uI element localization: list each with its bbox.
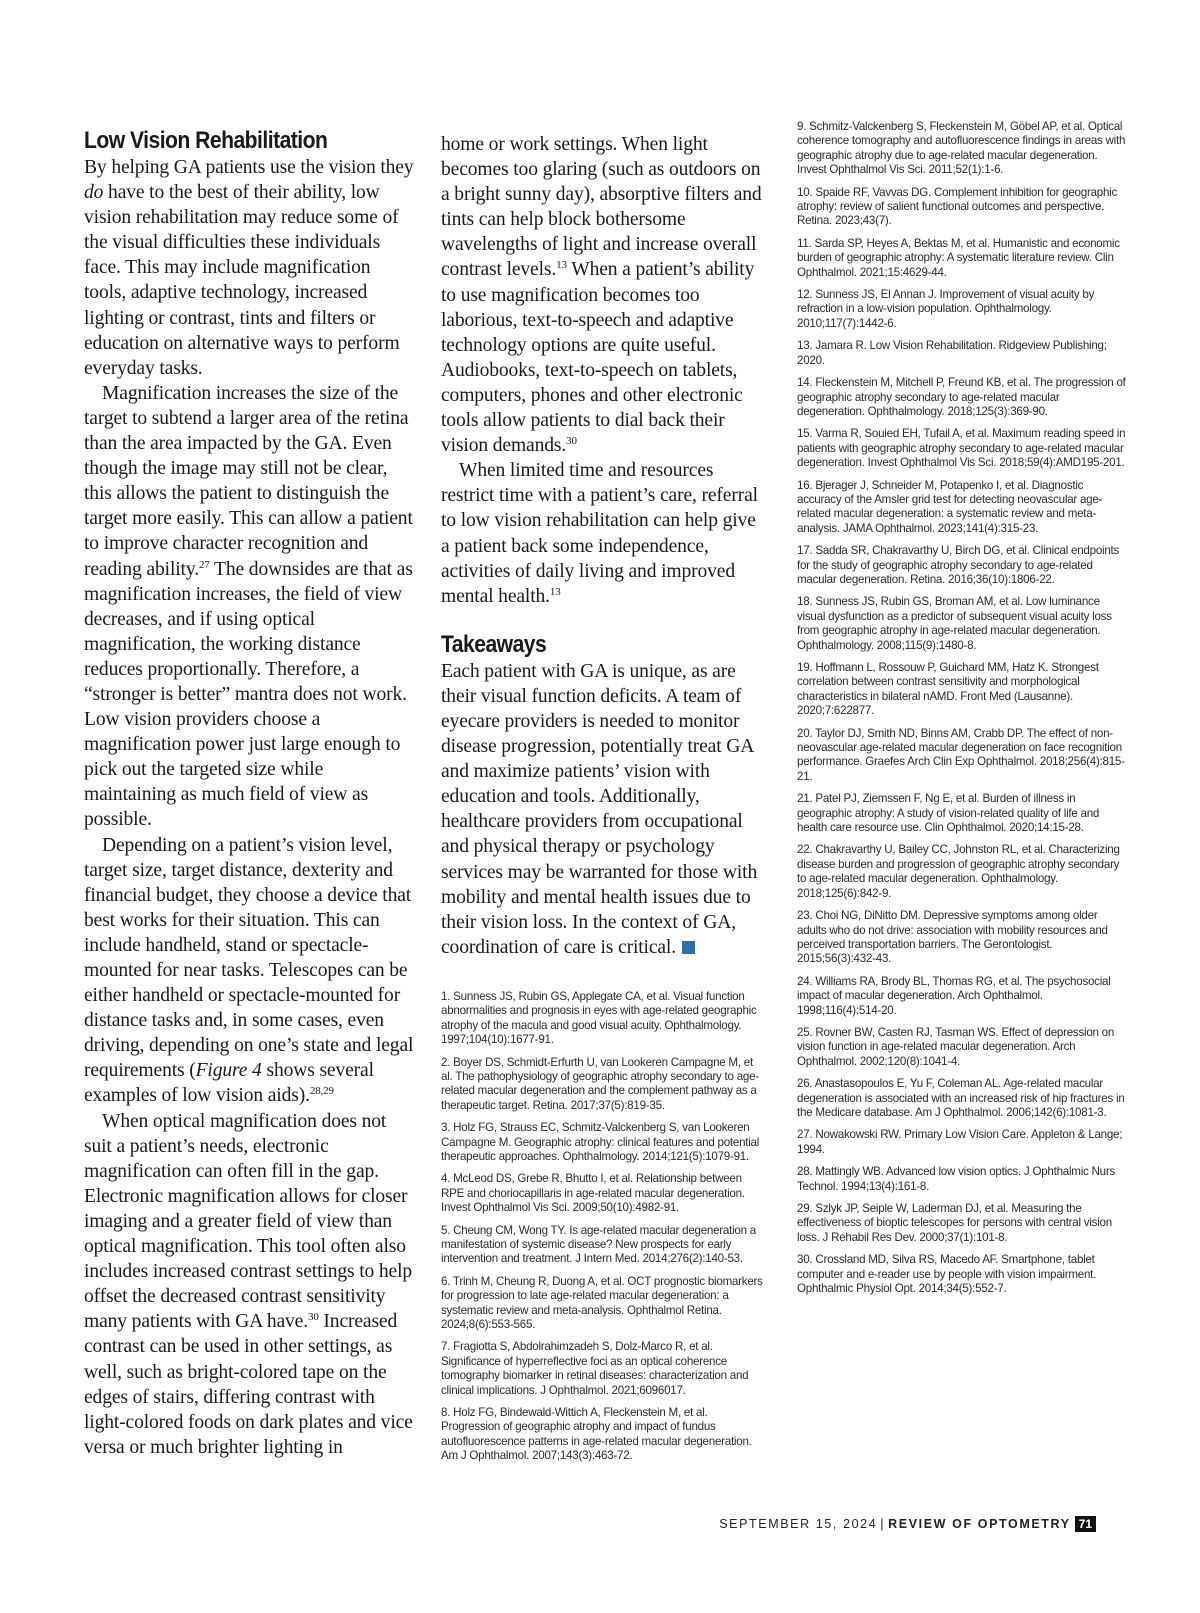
reference-item: 13. Jamara R. Low Vision Rehabilitation. Ridgeview Publishing; 2020.	[797, 339, 1107, 367]
reference-item: 25. Rovner BW, Casten RJ, Tasman WS. Effect of depression on vision function in age-related macular degeneration. Arch Ophthalmol. 2002;120(8):1041-4.	[797, 1025, 1115, 1068]
reference-item: 19. Hoffmann L, Rossouw P, Guichard MM, Hatz K. Strongest correlation between contrast sensitivity and morphological characteristics in bilateral nAMD. Front Med (Lausanne). 2020;7:622877.	[797, 661, 1099, 718]
column-1-body	[84, 155, 414, 1460]
paragraph: By helping GA patients use the vision they do have to the best of their ability, low vision rehabilitation may reduce some of the visual difficulties these individuals face. This may include magnification tools, adaptive technology, increased lighting or contrast, tints and filters or education on alternative ways to perform everyday tasks.	[84, 157, 414, 379]
citation: 30	[566, 435, 577, 448]
paragraph: When limited time and resources restrict time with a patient’s care, referral to low vision rehabilitation can help give a patient back some independence, activities of daily living and improved mental health.$^{13}$	[441, 460, 758, 607]
reference-item: 18. Sunness JS, Rubin GS, Broman AM, et al. Low luminance visual dysfunction as a predictor of subsequent visual acuity loss from geographic atrophy in age-related macular degeneration. Ophthalmology. 2008;115(9):1480-8.	[797, 595, 1112, 652]
reference-item: 9. Schmitz-Valckenberg S, Fleckenstein M, Göbel AP, et al. Optical coherence tomography and autofluorescence findings in areas with geographic atrophy due to age-related macular degeneration. Invest Ophthalmol Vis Sci. 2011;52(1):1-6.	[797, 120, 1126, 177]
publication-name: REVIEW OF OPTOMETRY	[888, 1517, 1071, 1531]
reference-item: 6. Trinh M, Cheung R, Duong A, et al. OCT prognostic biomarkers for progression to late age-related macular degeneration: a systematic review and meta-analysis. Ophthalmol Retina. 2024;8(6):553-565.	[441, 1274, 763, 1332]
reference-item: 1. Sunness JS, Rubin GS, Applegate CA, et al. Visual function abnormalities and prognosis in eyes with age-related geographic atrophy of the macula and good visual acuity. Ophthalmology. 1997;104(10):1677-91.	[441, 989, 757, 1047]
issue-date: SEPTEMBER 15, 2024	[719, 1517, 878, 1531]
citation: 28,29	[309, 1085, 334, 1098]
reference-item: 3. Holz FG, Strauss EC, Schmitz-Valckenberg S, van Lookeren Campagne M. Geographic atrophy: clinical features and potential therapeutic approaches. Ophthalmology. 2014;121(5):1079-91.	[441, 1121, 760, 1163]
paragraph: Depending on a patient’s vision level, target size, target distance, dexterity and financial budget, they choose a device that best works for their situation. This can include handheld, stand or spectacle-mounted for near tasks. Telescopes can be either handheld or spectacle-mounted for distance tasks and, in some cases, even driving, depending on one’s state and legal requirements (Figure 4 shows several examples of low vision aids).$^{28,29}$	[84, 834, 414, 1107]
takeaways-body	[441, 659, 767, 960]
reference-item: 11. Sarda SP, Heyes A, Bektas M, et al. Humanistic and economic burden of geographic atrophy: A systematic literature review. Clin Ophthalmol. 2021;15:4629-44.	[797, 236, 1120, 279]
citation: 13	[556, 259, 567, 272]
section-heading-takeaways: Takeaways	[441, 630, 547, 658]
footer-separator: |	[880, 1517, 886, 1531]
end-of-article-icon	[682, 941, 695, 954]
reference-item: 26. Anastasopoulos E, Yu F, Coleman AL. Age-related macular degeneration is associated with an increased risk of hip fractures in the Medicare database. Am J Ophthalmol. 2006;142(6):1081-3.	[797, 1077, 1125, 1119]
reference-item: 15. Varma R, Souied EH, Tufail A, et al. Maximum reading speed in patients with geographic atrophy secondary to age-related macular degeneration. Invest Ophthalmol Vis Sci. 2018;59(4):AMD195-201.	[797, 427, 1126, 470]
reference-item: 14. Fleckenstein M, Mitchell P, Freund KB, et al. The progression of geographic atrophy secondary to age-related macular degeneration. Ophthalmology. 2018;125(3):369-90.	[797, 376, 1126, 418]
reference-item: 23. Choi NG, DiNitto DM. Depressive symptoms among older adults who do not drive: association with mobility resources and perceived transportation barriers. The Gerontologist. 2015;56(3):432-43.	[797, 909, 1108, 966]
paragraph: When optical magnification does not suit a patient’s needs, electronic magnification can often fill in the gap. Electronic magnification allows for closer imaging and a greater field of view than optical magnification. This tool often also includes increased contrast settings to help offset the decreased contrast sensitivity many patients with GA have.$^{30}$ Increased contrast can be used in other settings, as well, such as bright-colored tape on the edges of stairs, differing contrast with light-colored foods on dark plates and vice versa or much brighter lighting in	[84, 1110, 413, 1458]
reference-item: 8. Holz FG, Bindewald-Wittich A, Fleckenstein M, et al. Progression of geographic atrophy and impact of fundus autofluorescence patterns in age-related macular degeneration. Am J Ophthalmol. 2007;143(3):463-72.	[441, 1406, 752, 1463]
citation: 27	[198, 558, 210, 571]
paragraph: Each patient with GA is unique, as are their visual function deficits. A team of eyecare providers is needed to monitor disease progression, potentially treat GA and maximize patients’ vision with education and tools. Additionally, healthcare providers from occupational and physical therapy or psychology services may be warranted for those with mobility and mental health issues due to their vision loss. In the context of GA, coordination of care is critical.	[441, 660, 758, 958]
reference-item: 10. Spaide RF, Vavvas DG. Complement inhibition for geographic atrophy: review of salient functional outcomes and perspective. Retina. 2023;43(7).	[797, 185, 1118, 228]
citation: 30	[307, 1311, 319, 1324]
reference-item: 17. Sadda SR, Chakravarthy U, Birch DG, et al. Clinical endpoints for the study of geographic atrophy secondary to age-related macular degeneration. Retina. 2016;36(10):1806-22.	[797, 544, 1120, 586]
page-footer	[719, 1516, 1096, 1532]
references-list-1	[441, 990, 767, 1464]
reference-item: 5. Cheung CM, Wong TY. Is age-related macular degeneration a manifestation of systemic disease? New prospects for early intervention and treatment. J Intern Med. 2014;276(2):140-53.	[441, 1223, 756, 1266]
reference-item: 24. Williams RA, Brody BL, Thomas RG, et al. The psychosocial impact of macular degeneration. Arch Ophthalmol. 1998;116(4):514-20.	[797, 974, 1111, 1017]
citation: 13	[549, 585, 561, 598]
reference-item: 7. Fragiotta S, Abdolrahimzadeh S, Dolz-Marco R, et al. Significance of hyperreflective foci as an optical coherence tomography biomarker in retinal diseases: characterization and clinical implications. J Ophthalmol. 2021;6096017.	[441, 1340, 749, 1397]
reference-item: 30. Crossland MD, Silva RS, Macedo AF. Smartphone, tablet computer and e-reader use by people with vision impairment. Ophthalmic Physiol Opt. 2014;34(5):552-7.	[797, 1253, 1097, 1296]
paragraph: Magnification increases the size of the target to subtend a larger area of the retina than the area impacted by the GA. Even though the image may still not be clear, this allows the patient to distinguish the target more easily. This can allow a patient to improve character recognition and reading ability.$^{27}$ The downsides are that as magnification increases, the field of view decreases, and if using optical magnification, the working distance reduces proportionally. Therefore, a “stronger is better” mantra does not work. Low vision providers choose a magnification power just large enough to pick out the targeted size while maintaining as much field of view as possible.	[84, 382, 413, 831]
figure-reference: Figure 4	[195, 1060, 262, 1082]
reference-item: 28. Mattingly WB. Advanced low vision optics. J Ophthalmic Nurs Technol. 1994;13(4):161-8.	[797, 1165, 1116, 1193]
references-list-2	[797, 120, 1127, 1304]
paragraph: home or work settings. When light becomes too glaring (such as outdoors on a bright sunny day), absorptive filters and tints can help block bothersome wavelengths of light and increase overall contrast levels.$^{13}$ When a patient’s ability to use magnification becomes too laborious, text-to-speech and adaptive technology options are quite useful. Audiobooks, text-to-speech on tablets, computers, phones and other electronic tools allow patients to dial back their vision demands.$^{30}$	[441, 134, 762, 457]
reference-item: 12. Sunness JS, El Annan J. Improvement of visual acuity by refraction in a low-vision population. Ophthalmology. 2010;117(7):1442-6.	[797, 288, 1095, 330]
reference-item: 2. Boyer DS, Schmidt-Erfurth U, van Lookeren Campagne M, et al. The pathophysiology of geographic atrophy secondary to age-related macular degeneration and the complement pathway as a therapeutic target. Retina. 2017;37(5):819-35.	[441, 1055, 759, 1112]
page-number: 71	[1075, 1516, 1096, 1532]
reference-item: 29. Szlyk JP, Seiple W, Laderman DJ, et al. Measuring the effectiveness of bioptic telescopes for persons with central vision loss. J Rehabil Res Dev. 2000;37(1):101-8.	[797, 1202, 1112, 1244]
column-1	[84, 127, 414, 1460]
reference-item: 20. Taylor DJ, Smith ND, Binns AM, Crabb DP. The effect of non-neovascular age-related macular degeneration on face recognition performance. Graefes Arch Clin Exp Ophthalmol. 2018;256(4):815-21.	[797, 726, 1125, 783]
reference-item: 16. Bjerager J, Schneider M, Potapenko I, et al. Diagnostic accuracy of the Amsler grid test for detecting neovascular age-related macular degeneration: a systematic review and meta-analysis. JAMA Ophthalmol. 2023;141(4):315-23.	[797, 478, 1103, 535]
reference-item: 4. McLeod DS, Grebe R, Bhutto I, et al. Relationship between RPE and choriocapillaris in age-related macular degeneration. Invest Ophthalmol Vis Sci. 2009;50(10):4982-91.	[441, 1172, 745, 1215]
section-heading-low-vision: Low Vision Rehabilitation	[84, 127, 328, 154]
column-2	[441, 132, 767, 1472]
column-2-body	[441, 132, 767, 609]
reference-item: 22. Chakravarthy U, Bailey CC, Johnston RL, et al. Characterizing disease burden and progression of geographic atrophy secondary to age-related macular degeneration. Ophthalmology. 2018;125(6):842-9.	[797, 843, 1120, 900]
reference-item: 27. Nowakowski RW. Primary Low Vision Care. Appleton & Lange; 1994.	[797, 1128, 1123, 1156]
reference-item: 21. Patel PJ, Ziemssen F, Ng E, et al. Burden of illness in geographic atrophy: A study of vision-related quality of life and health care resource use. Clin Ophthalmol. 2020;14:15-28.	[797, 792, 1100, 835]
